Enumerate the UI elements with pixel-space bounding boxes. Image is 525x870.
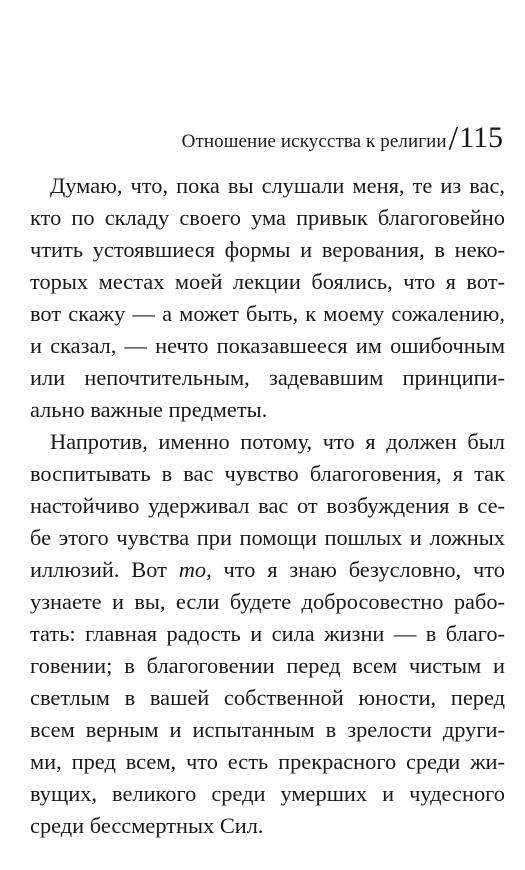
text-line: или непочтительным, задевавшим принципи- — [30, 365, 505, 390]
italic-word: то, — [178, 557, 212, 582]
text-line: воспитывать в вас чувство благоговения, я так — [30, 461, 505, 486]
text-line-with-italic — [30, 554, 505, 586]
text-line: среди бессмертных Сил. — [30, 813, 264, 838]
text-line: ми, пред всем, что есть прекрасного среди жи- — [30, 749, 505, 774]
text-line: тать: главная радость и сила жизни — в благо- — [30, 621, 505, 646]
text-line: Напротив, именно потому, что я должен был — [50, 429, 505, 454]
text-line: кто по складу своего ума привык благоговейно — [30, 205, 505, 230]
text-line: вущих, великого среди умерших и чудесного — [30, 781, 505, 806]
body-text — [30, 170, 505, 842]
running-title: Отношение искусства к религии — [181, 131, 447, 152]
text-line: светлым в вашей собственной юности, перед — [30, 685, 505, 710]
text-segment: что я знаю безусловно, что — [211, 557, 505, 582]
page-number: 115 — [459, 121, 503, 154]
text-line: всем верным и испытанным в зрелости други- — [30, 717, 505, 742]
text-line: узнаете и вы, если будете добросовестно рабо- — [30, 589, 505, 614]
text-line: чтить устоявшиеся формы и верования, в неко- — [30, 237, 505, 262]
text-line: Думаю, что, пока вы слушали меня, те из вас, — [50, 173, 505, 198]
text-line: настойчиво удерживал вас от возбуждения в се- — [30, 493, 505, 518]
text-line: говении; в благоговении перед всем чистым и — [30, 653, 505, 678]
header-slash: / — [448, 120, 459, 157]
text-line: бе этого чувства при помощи пошлых и ложных — [30, 525, 505, 550]
text-line: и сказал, — нечто показавшееся им ошибочным — [30, 333, 505, 358]
text-line: торых местах моей лекции боялись, что я вот- — [30, 269, 505, 294]
running-head — [181, 120, 503, 157]
text-segment: иллюзий. Вот — [30, 557, 179, 582]
text-line: ально важные предметы. — [30, 397, 268, 422]
text-line: вот скажу — а может быть, к моему сожалению, — [30, 301, 505, 326]
